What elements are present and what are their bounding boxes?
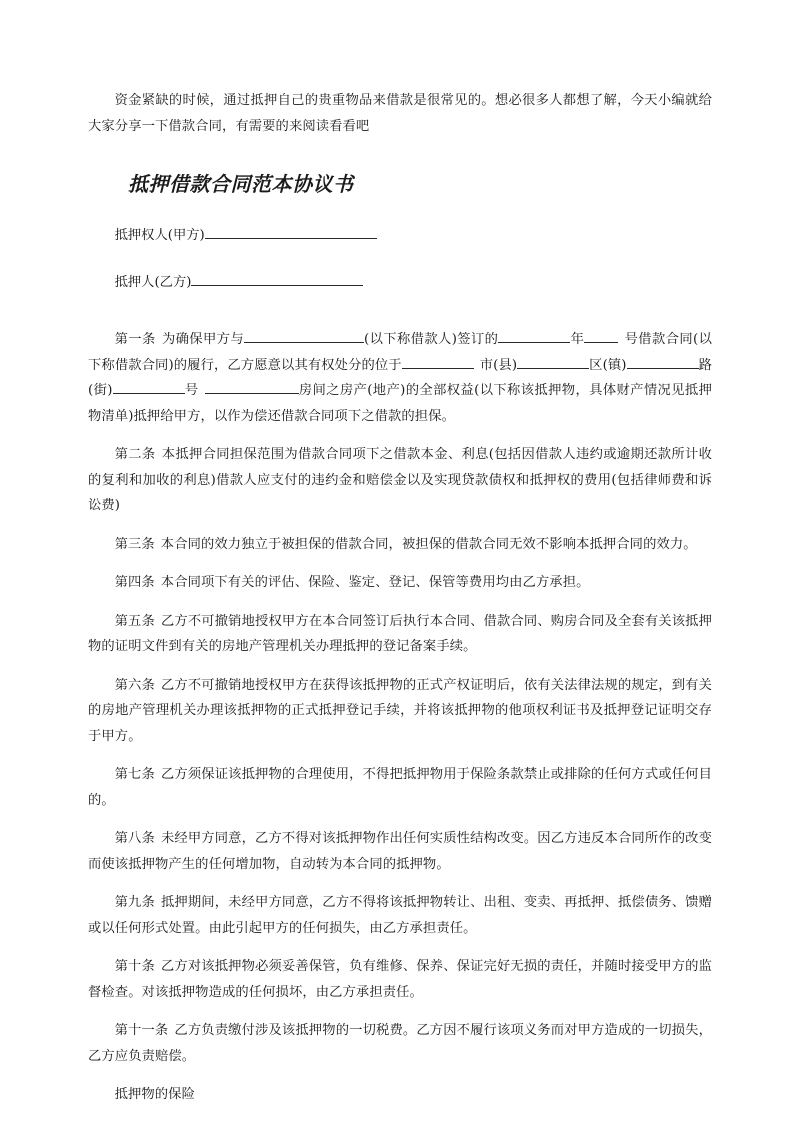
clause-marker: 第十一条 bbox=[114, 1023, 169, 1038]
clause-marker: 第九条 bbox=[114, 895, 155, 910]
clause-text: 乙方负责缴付涉及该抵押物的一切税费。乙方因不履行该项义务而对甲方造成的一切损失，乙方应负责赔偿。 bbox=[88, 1023, 712, 1064]
clause-text-segment: 路(街) bbox=[88, 357, 712, 398]
clause-marker: 第七条 bbox=[114, 767, 155, 782]
page-title: 抵押借款合同范本协议书 bbox=[128, 172, 354, 196]
clause-item bbox=[88, 609, 712, 660]
clause-item bbox=[88, 826, 712, 877]
clause-marker: 第四条 bbox=[114, 575, 155, 590]
clause-text: 本合同项下有关的评估、保险、鉴定、登记、保管等费用均由乙方承担。 bbox=[160, 575, 590, 590]
clause-text-segment: 为确保甲方与 bbox=[161, 332, 245, 347]
clause-text: 乙方不可撤销地授权甲方在本合同签订后执行本合同、借款合同、购房合同及全套有关该抵押物的证明文件到有关的房地产管理机关办理抵押的登记备案手续。 bbox=[88, 613, 712, 654]
clause-text-segment: 号 bbox=[184, 383, 199, 398]
clause-text: 本合同的效力独立于被担保的借款合同，被担保的借款合同无效不影响本抵押合同的效力。 bbox=[160, 536, 697, 552]
clause-item bbox=[88, 570, 712, 596]
clause-1 bbox=[88, 327, 712, 429]
clause-text: 乙方不可撤销地授权甲方在获得该抵押物的正式产权证明后，依有关法律法规的规定，到有关的房地产管理机关办理该抵押物的正式抵押登记手续，并将该抵押物的他项权利证书及抵押登记证明交存于甲方。 bbox=[88, 677, 712, 744]
clause-item bbox=[88, 442, 712, 519]
clause-text-segment: 房间之房产(地产)的全部权益(以下称该抵押物，具体财产情况见抵押物清单)抵押给甲方，以作为偿还借款合同项下之借款的担保。 bbox=[88, 383, 712, 424]
clause-item bbox=[88, 673, 712, 750]
clause-text: 乙方须保证该抵押物的合理使用，不得把抵押物用于保险条款禁止或排除的任何方式或任何目的。 bbox=[88, 767, 712, 808]
clause-text: 抵押期间，未经甲方同意，乙方不得将该抵押物转让、出租、变卖、再抵押、抵偿债务、馈赠或以任何形式处置。由此引起甲方的任何损失，由乙方承担责任。 bbox=[88, 895, 712, 936]
party-line-mortgagor bbox=[88, 270, 712, 295]
clause-marker: 第二条 bbox=[114, 447, 156, 462]
clause1-blank-city[interactable] bbox=[402, 354, 474, 368]
clause-text: 本抵押合同担保范围为借款合同项下之借款本金、利息(包括因借款人违约或逾期还款所计收的复利和加收的利息)借款人应支付的违约金和赔偿金以及实现贷款债权和抵押权的费用(包括律师费和诉讼费) bbox=[88, 447, 712, 513]
clause1-blank-road[interactable] bbox=[627, 354, 699, 368]
clause-item bbox=[88, 532, 712, 558]
clause1-blank-number[interactable] bbox=[584, 329, 618, 343]
clause-text-segment: 号借款合同(以下称借款合同)的履行，乙方愿意以其有权处分的位于 bbox=[88, 332, 712, 373]
trailing-heading: 抵押物的保险 bbox=[114, 1087, 195, 1102]
party-line-mortgagee bbox=[88, 223, 712, 248]
clause-text: 未经甲方同意，乙方不得对该抵押物作出任何实质性结构改变。因乙方违反本合同所作的改变而使该抵押物产生的任何增加物，自动转为本合同的抵押物。 bbox=[88, 831, 712, 872]
clause-text-segment: 区(镇) bbox=[589, 357, 627, 373]
clause-marker: 第十条 bbox=[114, 959, 155, 974]
clause-marker: 第六条 bbox=[114, 677, 155, 693]
clause-marker: 第五条 bbox=[114, 613, 155, 629]
party-label-mortgagor: 抵押人(乙方) bbox=[114, 275, 192, 290]
clause-item bbox=[88, 890, 712, 941]
clause1-blank-room[interactable] bbox=[205, 380, 299, 394]
clause1-blank-borrower[interactable] bbox=[244, 329, 364, 343]
clause-marker: 第一条 bbox=[114, 332, 156, 347]
clause1-blank-district[interactable] bbox=[517, 354, 589, 368]
document-body bbox=[88, 88, 712, 1121]
party-blank-mortgagor[interactable] bbox=[191, 272, 363, 286]
clause-text-segment: 年 bbox=[570, 332, 585, 347]
clause-text-segment: (以下称借款人)签订的 bbox=[364, 332, 499, 347]
clause1-blank-year[interactable] bbox=[498, 329, 570, 343]
clause-marker: 第三条 bbox=[114, 536, 155, 552]
clause-marker: 第八条 bbox=[114, 831, 155, 846]
party-label-mortgagee: 抵押权人(甲方) bbox=[114, 228, 205, 243]
clause1-blank-housenumber[interactable] bbox=[113, 380, 185, 394]
spacer bbox=[88, 317, 712, 327]
clause-item bbox=[88, 762, 712, 813]
clause-text-segment: 市(县) bbox=[479, 357, 518, 373]
intro-paragraph: 资金紧缺的时候，通过抵押自己的贵重物品来借款是很常见的。想必很多人都想了解，今天小编就给大家分享一下借款合同，有需要的来阅读看看吧 bbox=[88, 93, 712, 134]
clause-item bbox=[88, 1018, 712, 1069]
clause-item bbox=[88, 954, 712, 1005]
clause-text: 乙方对该抵押物必须妥善保管，负有维修、保养、保证完好无损的责任，并随时接受甲方的监督检查。对该抵押物造成的任何损坏，由乙方承担责任。 bbox=[88, 959, 712, 1000]
party-blank-mortgagee[interactable] bbox=[205, 225, 377, 239]
